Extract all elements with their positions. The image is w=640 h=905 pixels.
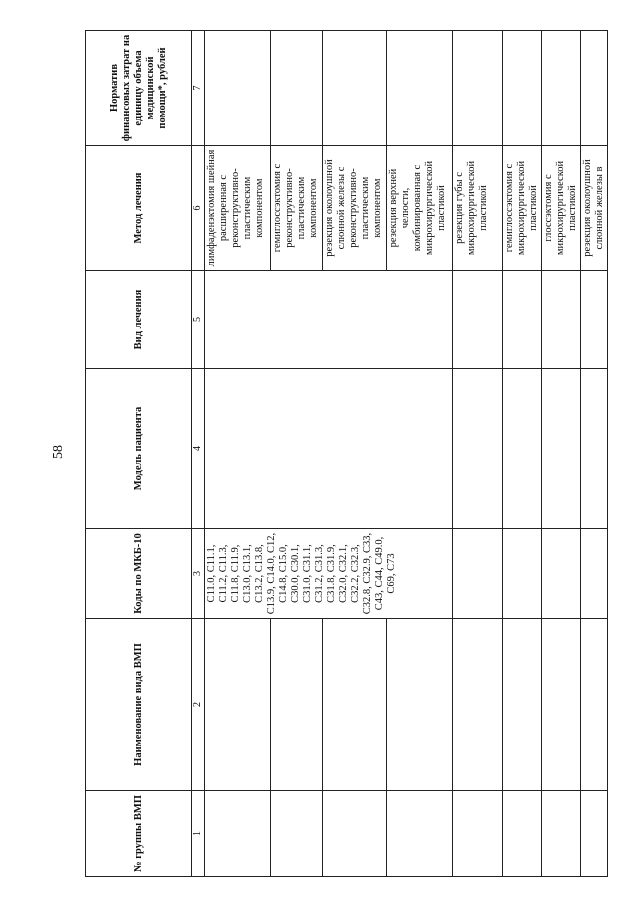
method-cell: резекция губы с микрохирургической пластикой	[453, 146, 503, 271]
header-patient-model: Модель пациента	[86, 369, 192, 529]
column-number: 2	[192, 619, 205, 791]
table-row	[581, 31, 608, 877]
method-cell: резекция верхней челюсти, комбинированная с микрохирургической пластикой	[387, 146, 453, 271]
header-treatment-method: Метод лечения	[86, 146, 192, 271]
header-row	[86, 31, 192, 877]
method-cell: лимфаденэктомия шейная расширенная с реконструктивно-пластическим компонентом	[205, 146, 271, 271]
mkb-codes-cell: С11.0, С11.1, С11.2, С11.3, С11.8, С11.9, С13.0, С13.1, С13.2, С13.8, С13.9, С14.0, С12, С14.8, С15.0, С30.0, С30.1, С31.0, С31.1, С31.2, С31.3, С31.8, С31.9, С32.0, С32.1, С32.2, С32.3, С32.8, С32.9, С33, С43, С44, С49.0, С69, С73	[205, 529, 453, 619]
table-row	[205, 31, 271, 877]
column-number-row	[192, 31, 205, 877]
column-number: 3	[192, 529, 205, 619]
method-cell: резекция околоушной слюнной железы в	[581, 146, 608, 271]
table-row	[453, 31, 503, 877]
page-number: 58	[51, 445, 66, 459]
method-cell: глоссэктомия с микрохирургической пластикой	[542, 146, 581, 271]
column-number: 1	[192, 791, 205, 877]
column-number: 4	[192, 369, 205, 529]
vmp-table	[85, 30, 608, 877]
column-number: 5	[192, 271, 205, 369]
column-number: 6	[192, 146, 205, 271]
header-vmp-name: Наименование вида ВМП	[86, 619, 192, 791]
table-row	[503, 31, 542, 877]
method-cell: гемиглоссэктомия с реконструктивно-пластическим компонентом	[271, 146, 323, 271]
header-group-number: № группы ВМП	[86, 791, 192, 877]
header-mkb-codes: Коды по МКБ-10	[86, 529, 192, 619]
table-row	[542, 31, 581, 877]
rotated-table-sheet	[85, 31, 605, 877]
header-cost-norm: Норматив финансовых затрат на единицу объема медицинской помощи*, рублей	[86, 31, 192, 146]
header-treatment-type: Вид лечения	[86, 271, 192, 369]
method-cell: резекция околоушной слюнной железы с реконструктивно-пластическим компонентом	[323, 146, 387, 271]
method-cell: гемиглоссэктомия с микрохирургической пластикой	[503, 146, 542, 271]
column-number: 7	[192, 31, 205, 146]
